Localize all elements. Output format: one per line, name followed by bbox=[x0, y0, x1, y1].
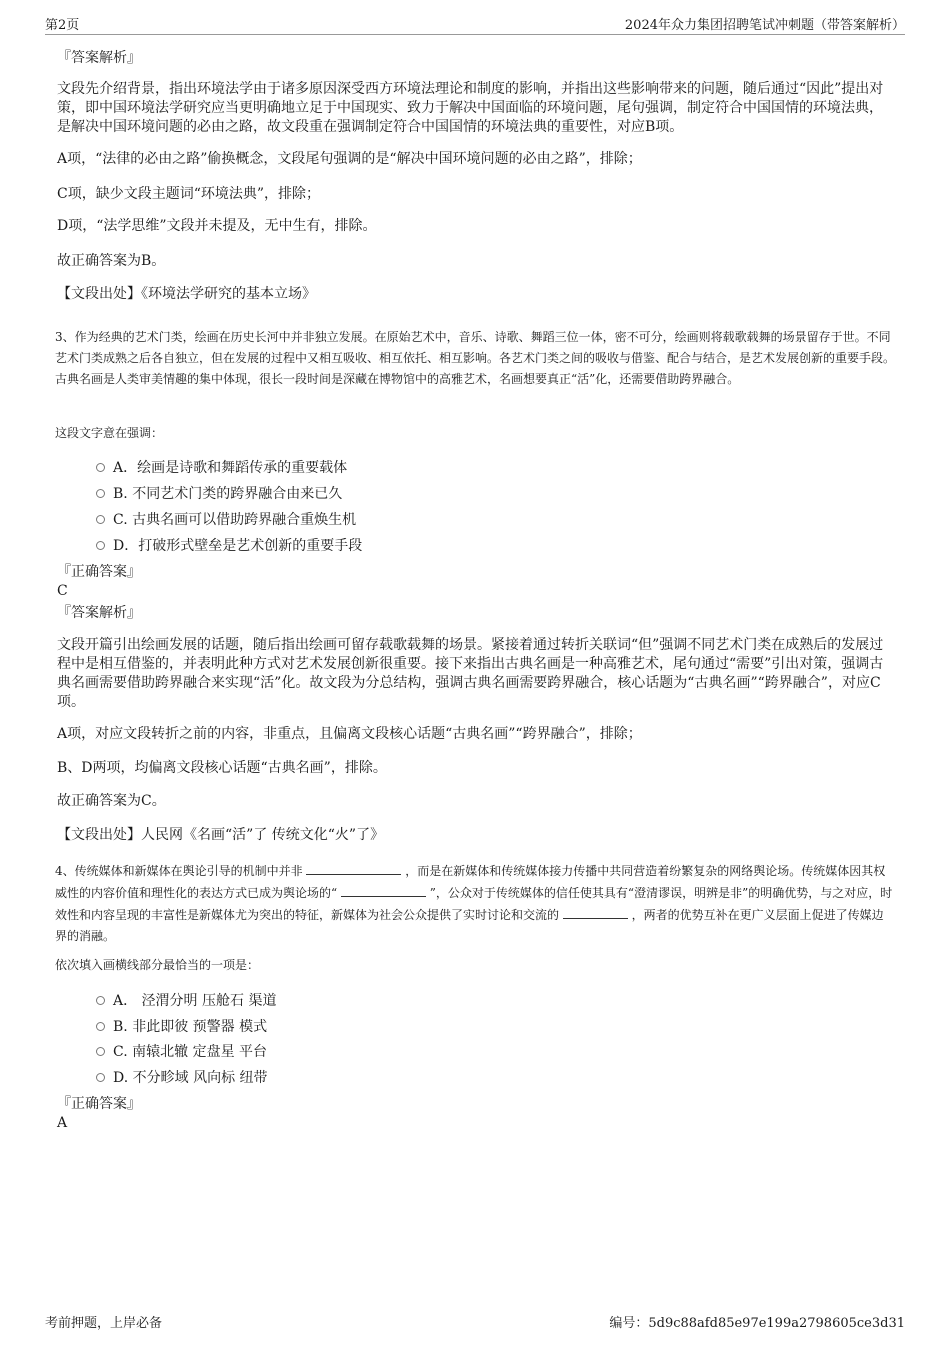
stem-part-2: ，而是在新媒体和传统媒体接力传播中共同营造着纷繁复杂的网络舆论场。传统媒体因其权威性的内容价值和理性化的表达方式已成为舆论场的“ bbox=[55, 864, 886, 900]
option-c-analysis: C项，缺少文段主题词“环境法典”，排除； bbox=[57, 186, 321, 202]
q4-answer-label: 『正确答案』 bbox=[57, 1096, 141, 1112]
answer-conclusion: 故正确答案为B。 bbox=[57, 253, 166, 269]
document-title: 2024年众力集团招聘笔试冲刺题（带答案解析） bbox=[624, 18, 905, 33]
option-label: A．绘画是诗歌和舞蹈传承的重要载体 bbox=[113, 460, 348, 476]
blank-1 bbox=[306, 860, 401, 875]
radio-icon[interactable] bbox=[96, 541, 105, 550]
option-a-analysis: A项，“法律的必由之路”偷换概念，文段尾句强调的是“解决中国环境问题的必由之路”，排除； bbox=[57, 151, 642, 167]
radio-icon[interactable] bbox=[96, 515, 105, 524]
question-3-stem: 3、作为经典的艺术门类，绘画在历史长河中并非独立发展。在原始艺术中，音乐、诗歌、舞蹈三位一体，密不可分，绘画则将载歌载舞的场景留存于世。不同艺术门类成熟之后各自独立，但在发展的过程中又相互吸收、相互依托、相互影响。各艺术门类之间的吸收与借鉴、配合与结合，是艺术发展创新的重要手段。古典名画是人类审美情趣的集中体现，很长一段时间是深藏在博物馆中的高雅艺术，名画想要真正“活”化，还需要借助跨界融合。 bbox=[55, 330, 896, 386]
option-label: D. 不分畛域 风向标 纽带 bbox=[113, 1070, 268, 1086]
radio-icon[interactable] bbox=[96, 996, 105, 1005]
q4-answer: A bbox=[57, 1115, 68, 1131]
option-label: C. 古典名画可以借助跨界融合重焕生机 bbox=[113, 512, 357, 528]
option-label: D．打破形式壁垒是艺术创新的重要手段 bbox=[113, 538, 363, 554]
option-label: B. 不同艺术门类的跨界融合由来已久 bbox=[113, 486, 343, 502]
q3-option-c[interactable] bbox=[96, 509, 356, 529]
q4-option-d[interactable] bbox=[96, 1067, 268, 1087]
blank-2 bbox=[341, 882, 426, 897]
stem-part-1: 4、传统媒体和新媒体在舆论引导的机制中并非 bbox=[55, 864, 303, 878]
analysis-text: 文段先介绍背景，指出环境法学由于诸多原因深受西方环境法理论和制度的影响，并指出这些影响带来的问题，随后通过“因此”提出对策，即中国环境法学研究应当更明确地立足于中国现实、致力于解决中国面临的环境问题，尾句强调，制定符合中国国情的环境法典，是解决中国环境问题的必由之路，故文段重在强调制定符合中国国情的环境法典的重要性，对应B项。 bbox=[57, 81, 884, 135]
q3-answer-label: 『正确答案』 bbox=[57, 564, 141, 580]
q3-analysis-text: 文段开篇引出绘画发展的话题，随后指出绘画可留存载歌载舞的场景。紧接着通过转折关联词“但”强调不同艺术门类在成熟后的发展过程中是相互借鉴的，并表明此种方式对艺术发展创新很重要。接下来指出古典名画是一种高雅艺术，尾句通过“需要”引出对策，强调古典名画需要借助跨界融合来实现“活”化。故文段为分总结构，强调古典名画需要跨界融合，核心话题为“古典名画”“跨界融合”，对应C项。 bbox=[57, 637, 884, 710]
source-citation: 【文段出处】《环境法学研究的基本立场》 bbox=[57, 286, 316, 302]
option-label: B. 非此即彼 预警器 模式 bbox=[113, 1019, 268, 1035]
q3-source: 【文段出处】人民网《名画“活”了 传统文化“火”了》 bbox=[57, 827, 385, 843]
radio-icon[interactable] bbox=[96, 489, 105, 498]
page-footer bbox=[45, 1312, 905, 1332]
page-header bbox=[45, 14, 905, 35]
question-3-prompt: 这段文字意在强调： bbox=[55, 426, 164, 440]
stem-part-4: ，两者的优势互补在更广义层面上促进了传媒边界的消融。 bbox=[55, 908, 884, 943]
blank-3 bbox=[563, 904, 628, 919]
stem-part-3: ”，公众对于传统媒体的信任使其具有“澄清谬误，明辨是非”的明确优势，与之对应，时效性和内容呈现的丰富性是新媒体尤为突出的特征，新媒体为社会公众提供了实时讨论和交流的 bbox=[55, 886, 893, 922]
analysis-label: 『答案解析』 bbox=[57, 50, 141, 66]
option-d-analysis: D项，“法学思维”文段并未提及，无中生有，排除。 bbox=[57, 218, 377, 234]
q3-conclusion: 故正确答案为C。 bbox=[57, 793, 166, 809]
radio-icon[interactable] bbox=[96, 463, 105, 472]
q3-option-b[interactable] bbox=[96, 483, 342, 503]
option-label: A． 泾渭分明 压舱石 渠道 bbox=[113, 993, 277, 1009]
q3-analysis-label: 『答案解析』 bbox=[57, 605, 141, 621]
document-code bbox=[609, 1312, 905, 1331]
question-4-prompt: 依次填入画横线部分最恰当的一项是： bbox=[55, 958, 260, 972]
code-value: 5d9c88afd85e97e199a2798605ce3d31 bbox=[648, 1316, 905, 1331]
q3-answer: C bbox=[57, 583, 68, 599]
q4-option-c[interactable] bbox=[96, 1041, 267, 1061]
question-4-stem bbox=[55, 860, 895, 947]
radio-icon[interactable] bbox=[96, 1073, 105, 1082]
code-label: 编号： bbox=[609, 1316, 649, 1331]
option-label: C. 南辕北辙 定盘星 平台 bbox=[113, 1044, 268, 1060]
q3-option-a[interactable] bbox=[96, 457, 347, 477]
q4-option-a[interactable] bbox=[96, 990, 276, 1010]
q3-option-bd-analysis: B、D两项，均偏离文段核心话题“古典名画”，排除。 bbox=[57, 760, 387, 776]
q3-option-d[interactable] bbox=[96, 535, 362, 555]
page-number: 第2页 bbox=[45, 18, 80, 33]
footer-slogan: 考前押题，上岸必备 bbox=[45, 1316, 163, 1331]
radio-icon[interactable] bbox=[96, 1022, 105, 1031]
q4-option-b[interactable] bbox=[96, 1016, 267, 1036]
radio-icon[interactable] bbox=[96, 1047, 105, 1056]
q3-option-a-analysis: A项，对应文段转折之前的内容，非重点，且偏离文段核心话题“古典名画”“跨界融合”，排除； bbox=[57, 726, 642, 742]
